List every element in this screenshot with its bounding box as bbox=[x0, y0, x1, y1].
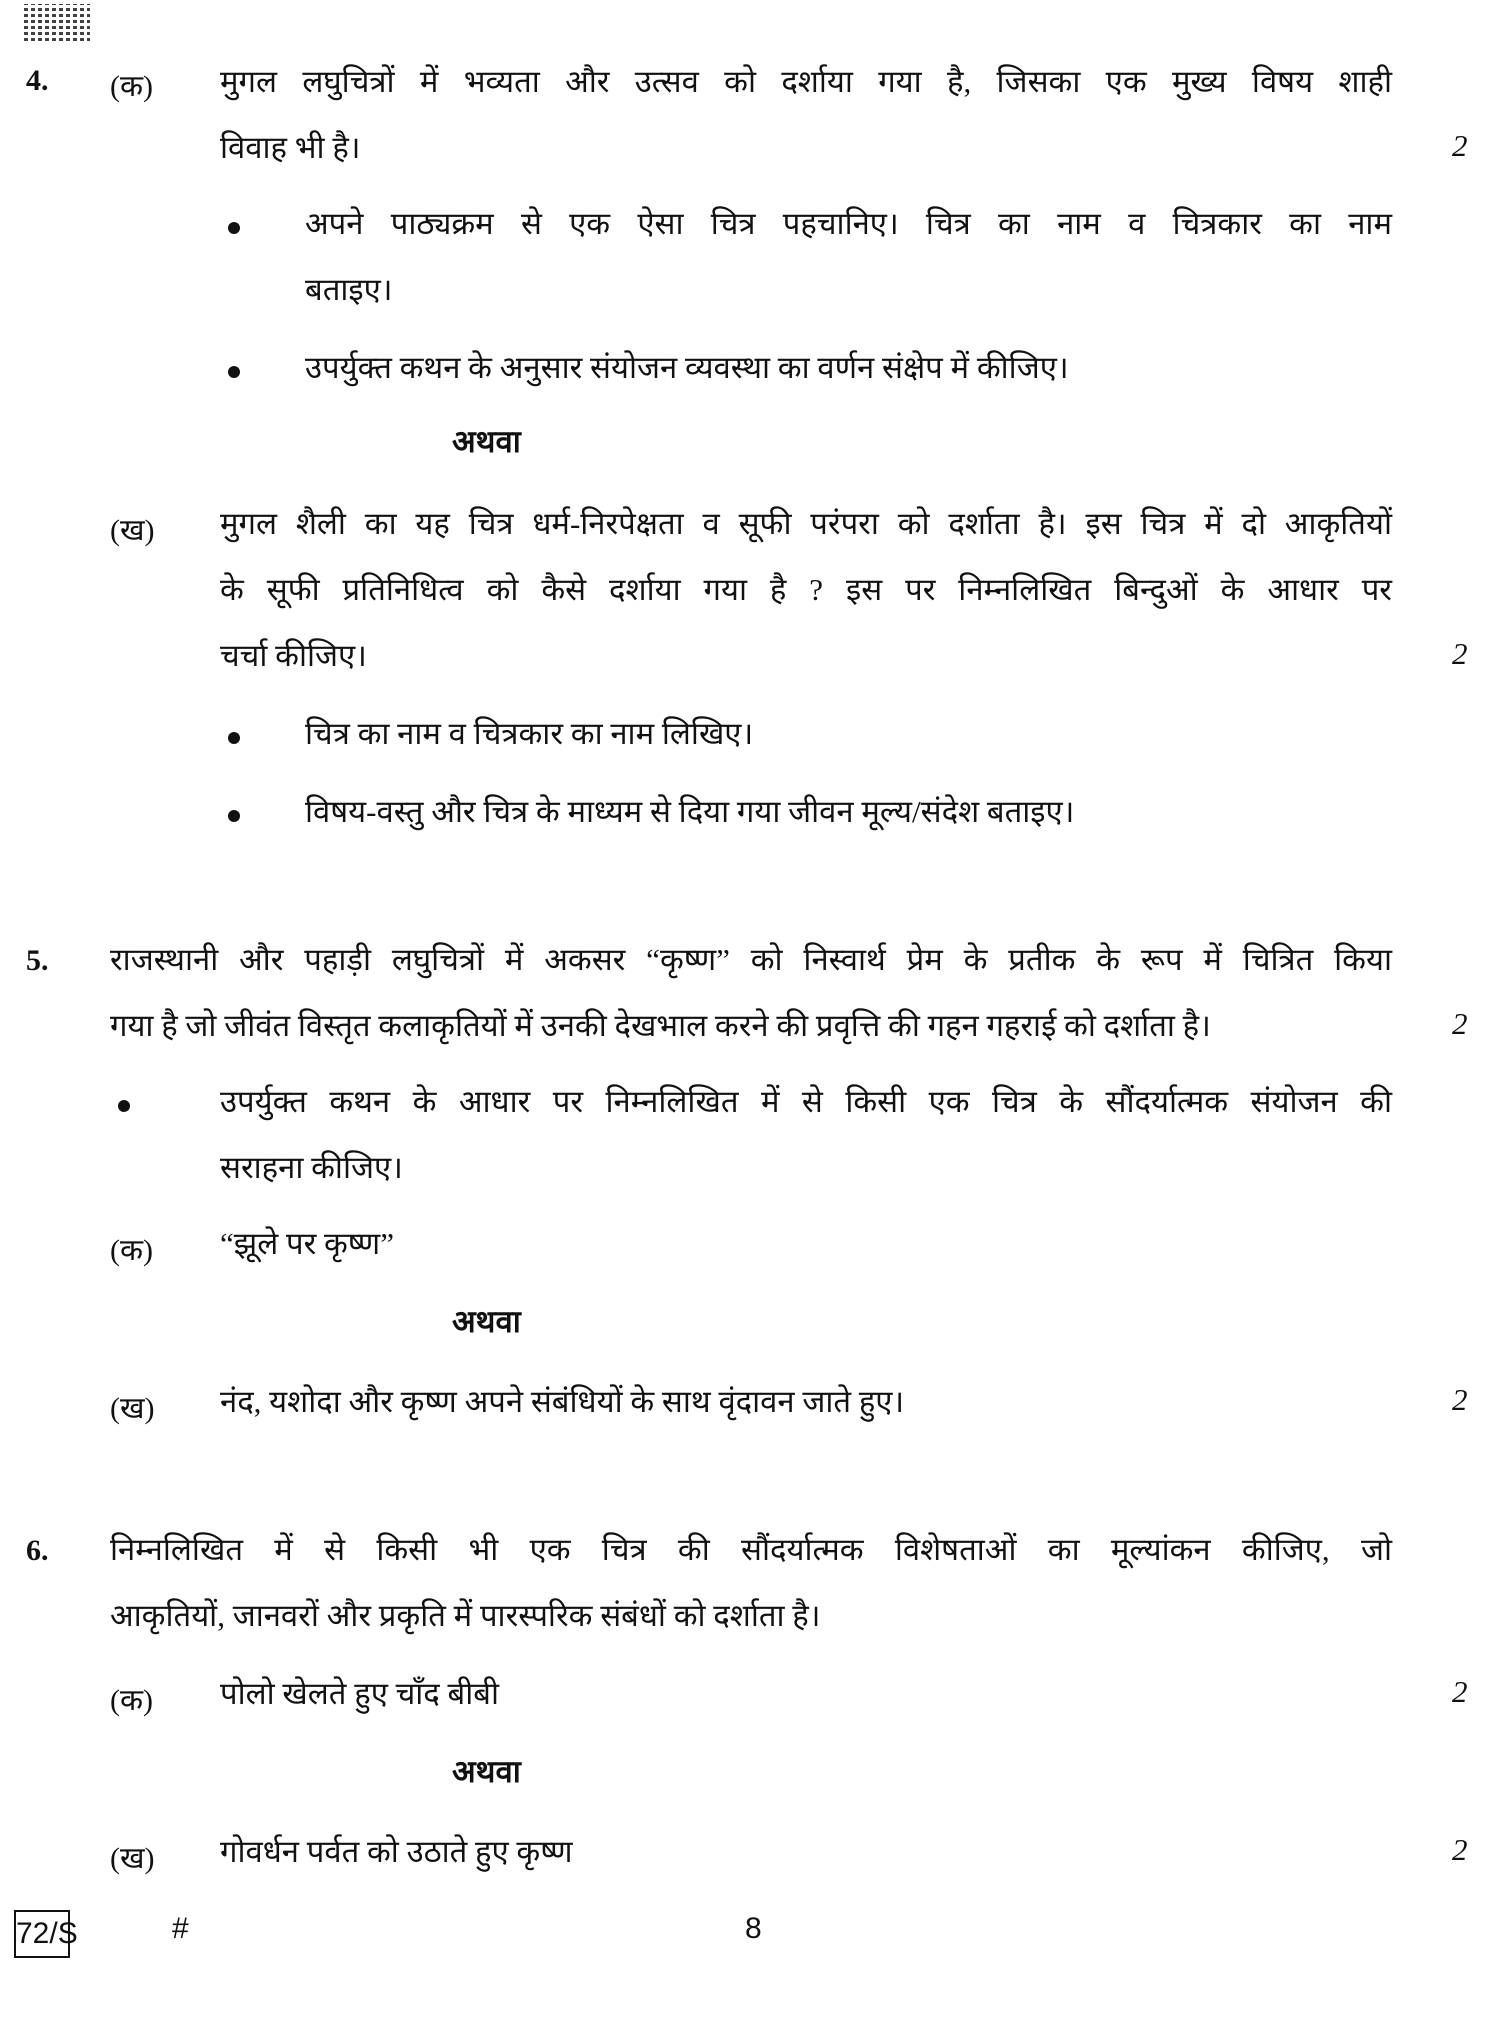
option-text: नंद, यशोदा और कृष्ण अपने संबंधियों के साथ वृंदावन जाते हुए। bbox=[220, 1384, 905, 1419]
bullet-icon bbox=[228, 222, 240, 234]
bullet-text: सराहना कीजिए। bbox=[220, 1150, 403, 1185]
bullet-icon bbox=[228, 810, 240, 822]
bullet-text: विषय-वस्तु और चित्र के माध्यम से दिया गया जीवन मूल्य/संदेश बताइए। bbox=[305, 794, 1075, 829]
question-text: मुगल शैली का यह चित्र धर्म-निरपेक्षता व सूफी परंपरा को दर्शाता है। इस चित्र में दो आकृतियों bbox=[220, 506, 1392, 541]
option-label: (ख) bbox=[110, 1842, 155, 1875]
question-number: 6. bbox=[26, 1534, 49, 1567]
bullet-text: चित्र का नाम व चित्रकार का नाम लिखिए। bbox=[305, 716, 754, 751]
qr-code-icon bbox=[24, 4, 90, 44]
hash-mark: # bbox=[172, 1912, 189, 1945]
marks: 2 bbox=[1452, 1832, 1468, 1867]
paper-code: 72/S bbox=[14, 1910, 70, 1958]
option-text: “झूले पर कृष्ण” bbox=[220, 1226, 394, 1261]
question-number: 4. bbox=[26, 64, 49, 97]
or-label: अथवा bbox=[452, 1754, 521, 1789]
question-text: विवाह भी है। bbox=[220, 130, 361, 165]
option-label: (क) bbox=[110, 1234, 154, 1267]
option-label: (क) bbox=[110, 70, 154, 103]
question-text: राजस्थानी और पहाड़ी लघुचित्रों में अकसर “कृष्ण” को निस्वार्थ प्रेम के प्रतीक के रूप में चित्रित किया bbox=[110, 942, 1392, 977]
option-label: (क) bbox=[110, 1684, 154, 1717]
bullet-icon bbox=[228, 366, 240, 378]
bullet-icon bbox=[118, 1100, 130, 1112]
marks: 2 bbox=[1452, 1674, 1468, 1709]
option-text: गोवर्धन पर्वत को उठाते हुए कृष्ण bbox=[220, 1834, 573, 1869]
question-text: निम्नलिखित में से किसी भी एक चित्र की सौंदर्यात्मक विशेषताओं का मूल्यांकन कीजिए, जो bbox=[110, 1532, 1392, 1567]
bullet-text: उपर्युक्त कथन के आधार पर निम्नलिखित में से किसी एक चित्र के सौंदर्यात्मक संयोजन की bbox=[220, 1084, 1392, 1119]
bullet-icon bbox=[228, 732, 240, 744]
bullet-text: उपर्युक्त कथन के अनुसार संयोजन व्यवस्था का वर्णन संक्षेप में कीजिए। bbox=[305, 350, 1069, 385]
page-number: 8 bbox=[745, 1912, 762, 1945]
marks: 2 bbox=[1452, 1382, 1468, 1417]
or-label: अथवा bbox=[452, 424, 521, 459]
question-text: चर्चा कीजिए। bbox=[220, 638, 367, 673]
marks: 2 bbox=[1452, 636, 1468, 671]
question-number: 5. bbox=[26, 944, 49, 977]
question-text: गया है जो जीवंत विस्तृत कलाकृतियों में उनकी देखभाल करने की प्रवृत्ति की गहन गहराई को दर्शाता है। bbox=[110, 1008, 1211, 1043]
marks: 2 bbox=[1452, 128, 1468, 163]
bullet-text: बताइए। bbox=[305, 272, 393, 307]
option-label: (ख) bbox=[110, 514, 155, 547]
question-text: के सूफी प्रतिनिधित्व को कैसे दर्शाया गया है ? इस पर निम्नलिखित बिन्दुओं के आधार पर bbox=[220, 572, 1392, 607]
question-text: आकृतियों, जानवरों और प्रकृति में पारस्परिक संबंधों को दर्शाता है। bbox=[110, 1598, 821, 1633]
question-text: मुगल लघुचित्रों में भव्यता और उत्सव को दर्शाया गया है, जिसका एक मुख्य विषय शाही bbox=[220, 64, 1392, 99]
option-label: (ख) bbox=[110, 1392, 155, 1425]
option-text: पोलो खेलते हुए चाँद बीबी bbox=[220, 1676, 499, 1711]
bullet-text: अपने पाठ्यक्रम से एक ऐसा चित्र पहचानिए। चित्र का नाम व चित्रकार का नाम bbox=[305, 206, 1392, 241]
marks: 2 bbox=[1452, 1006, 1468, 1041]
or-label: अथवा bbox=[452, 1304, 521, 1339]
